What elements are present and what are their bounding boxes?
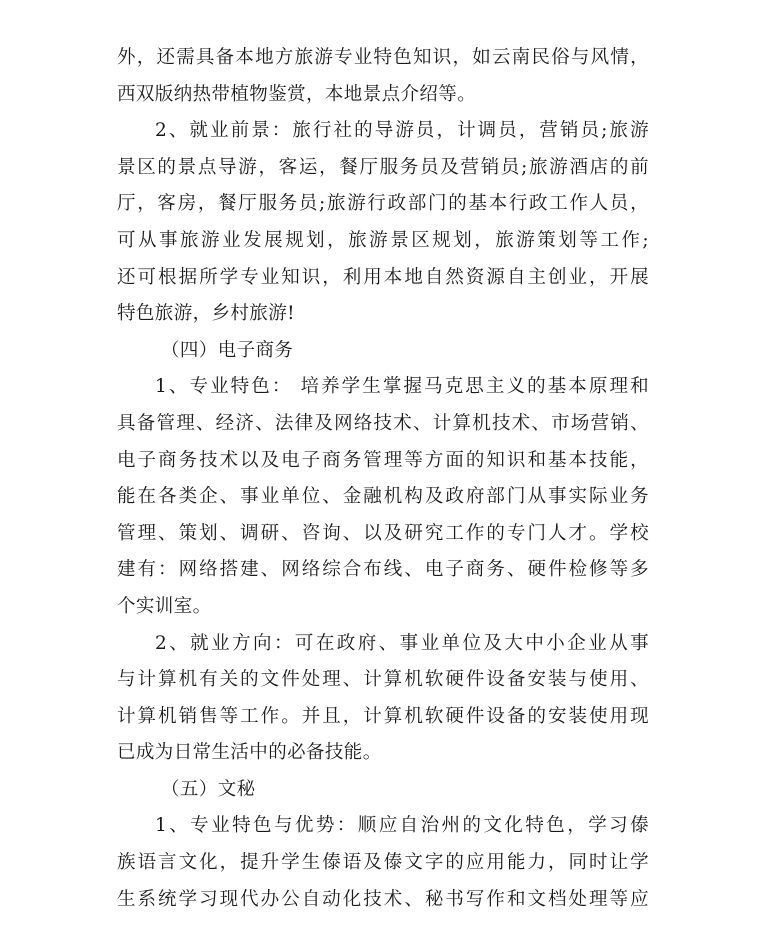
paragraph-start-line: 1、专业特色： 培养学生掌握马克思主义的基本原理和 bbox=[155, 376, 649, 398]
text-line: 外，还需具备本地方旅游专业特色知识，如云南民俗与风情， bbox=[117, 47, 649, 68]
text-line: 西双版纳热带植物鉴赏，本地景点介绍等。 bbox=[117, 83, 477, 105]
text-line: 生系统学习现代办公自动化技术、秘书写作和文档处理等应 bbox=[117, 888, 649, 910]
paragraph-start-line: 1、专业特色与优势：顺应自治州的文化特色，学习傣 bbox=[155, 815, 649, 837]
text-line: 具备管理、经济、法律及网络技术、计算机技术、市场营销、 bbox=[117, 412, 649, 434]
text-line: 能在各类企、事业单位、金融机构及政府部门从事实际业务 bbox=[117, 486, 649, 508]
text-line: 厅，客房，餐厅服务员;旅游行政部门的基本行政工作人员， bbox=[117, 193, 649, 215]
text-line: 个实训室。 bbox=[117, 595, 212, 617]
text-line: 特色旅游，乡村旅游! bbox=[117, 303, 295, 325]
text-line: 电子商务技术以及电子商务管理等方面的知识和基本技能， bbox=[117, 449, 649, 471]
text-line: 已成为日常生活中的必备技能。 bbox=[117, 742, 382, 764]
paragraph-start-line: 2、就业方向：可在政府、事业单位及大中小企业从事 bbox=[155, 632, 649, 654]
text-line: 与计算机有关的文件处理、计算机软硬件设备安装与使用、 bbox=[117, 669, 649, 691]
text-line: 可从事旅游业发展规划，旅游景区规划，旅游策划等工作; bbox=[117, 229, 649, 251]
text-line: 还可根据所学专业知识，利用本地自然资源自主创业，开展 bbox=[117, 266, 649, 288]
text-line: 建有：网络搭建、网络综合布线、电子商务、硬件检修等多 bbox=[117, 559, 649, 581]
paragraph-start-line: 2、就业前景：旅行社的导游员，计调员，营销员;旅游 bbox=[155, 120, 649, 142]
section-heading: （五）文秘 bbox=[161, 778, 256, 800]
text-line: 景区的景点导游，客运，餐厅服务员及营销员;旅游酒店的前 bbox=[117, 156, 649, 178]
section-heading: （四）电子商务 bbox=[161, 339, 294, 361]
text-line: 管理、策划、调研、咨询、以及研究工作的专门人才。学校 bbox=[117, 522, 649, 544]
document-page bbox=[117, 40, 649, 918]
text-line: 计算机销售等工作。并且，计算机软硬件设备的安装使用现 bbox=[117, 705, 649, 727]
text-line: 族语言文化，提升学生傣语及傣文字的应用能力，同时让学 bbox=[117, 852, 649, 874]
